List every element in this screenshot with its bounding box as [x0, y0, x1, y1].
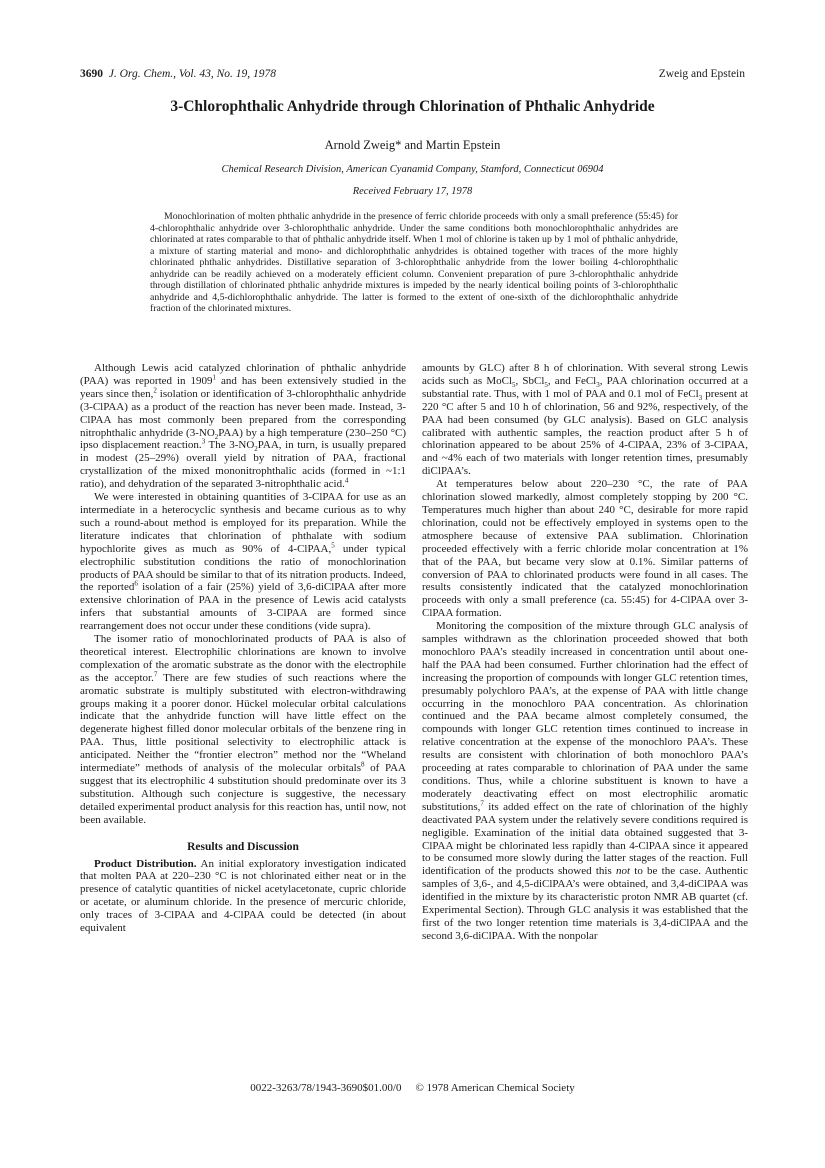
running-head	[80, 68, 745, 84]
reference-marker: 8	[361, 760, 365, 769]
subscript: 3	[698, 394, 703, 402]
reference-marker: 5	[331, 541, 335, 550]
journal-code: 0022-3263/78/1943-3690$01.00/0	[250, 1082, 402, 1094]
subscript: 2	[214, 432, 219, 441]
page-footer	[80, 1082, 745, 1094]
paragraph: The isomer ratio of monochlorinated products of PAA is also of theoretical interest. Electrophilic chlorinations are known to involve complexation of the aromatic substrate as the donor with the electrophile as the acceptor.$^7$ There are few studies of such reactions where the aromatic substrate is multiply substituted with electron-withdrawing groups making it a poorer donor. Hückel molecular orbital calculations indicate that the anhydride function will have little effect on the degenerate highest filled donor molecular orbitals of the benzene ring in PAA. Thus, little positional selectivity to electrophilic attack is anticipated. Neither the “frontier electron” method nor the “Wheland intermediate” methods of analysis of the molecular orbitals$^8$ of PAA suggest that its electrophilic 4 substitution should predominate over its 3 substitution. Although such conjecture is suggestive, the necessary detailed experimental product analysis for this reaction has, until now, not been available.	[80, 633, 406, 826]
running-authors: Zweig and Epstein	[658, 68, 745, 80]
section-heading: Results and Discussion	[187, 840, 299, 853]
subscript: 5	[512, 381, 516, 390]
emphasis: not	[615, 865, 631, 878]
paragraph: At temperatures below about 220–230 °C, the rate of PAA chlorination slowed markedly, almost completely stopping by 200 °C. Temperatures much higher than about 240 °C, desirable for more rapid chlorination, could not be effectively employed in systems open to the atmosphere because of extensive PAA sublimation. Chlorination proceeded effectively with a ferric chloride molar concentration at 1% that of the PAA, but became very slow at 0.1%. Similar patterns of conversion of PAA to chlorinated products were found in all cases. The results consistently indicated that the catalyzed monochlorination proceeds with only a small preference (ca. 55:45) for 4-ClPAA over 3-ClPAA formation.	[422, 478, 748, 620]
article-affiliation: Chemical Research Division, American Cyanamid Company, Stamford, Connecticut 06904	[221, 164, 604, 175]
paragraph: Product Distribution. An initial exploratory investigation indicated that molten PAA at 220–230 °C is not chlorinated either neat or in the presence of catalytic quantities of nickel acetylacetonate, cupric chloride or acetate, or aluminum chloride. In the presence of mercuric chloride, only traces of 3-ClPAA and 4-ClPAA could be detected (in about equivalent	[80, 857, 406, 935]
body-column-left	[80, 362, 406, 935]
article-title: 3-Chlorophthalic Anhydride through Chlorination of Phthalic Anhydride	[170, 98, 655, 115]
running-head-left	[80, 68, 276, 80]
reference-marker: 3	[201, 437, 206, 446]
subscript: 5	[544, 381, 548, 390]
paragraph: We were interested in obtaining quantities of 3-ClPAA for use as an intermediate in a heterocyclic synthesis and became curious as to why such a round-about method is employed for its preparation. While the literature indicates that chlorination of phthalate with sodium hypochlorite gives as much as 90% of 4-ClPAA,$^5$ under typical electrophilic substitution conditions the ratio of monochlorination products of PAA should be similar to that of its nitration products. Indeed, the reported$^6$ isolation of a fair (25%) yield of 3,6-diClPAA after more extensive chlorination of PAA in the presence of Lewis acid catalysts infers that substantial amounts of 3-ClPAA are formed since rearrangement does not occur under these conditions (vide supra).	[80, 491, 406, 633]
copyright: © 1978 American Chemical Society	[415, 1082, 575, 1094]
page-number: 3690	[80, 68, 103, 80]
reference-marker: 7	[480, 799, 484, 808]
body-column-right	[422, 362, 748, 943]
reference-marker: 2	[153, 386, 157, 395]
reference-marker: 1	[212, 373, 217, 382]
subscript: 2	[254, 445, 258, 454]
subscript: 3	[596, 381, 600, 390]
reference-marker: 7	[153, 670, 158, 679]
run-in-heading: Product Distribution.	[94, 857, 197, 870]
abstract: Monochlorination of molten phthalic anhydride in the presence of ferric chloride proceeds with only a small preference (55:45) for 4-chlorophthalic anhydride over 3-chlorophthalic anhydride. Under the same conditions both monochlorophthalic anhydrides are chlorinated at rates comparable to that of phthalic anhydride itself. When 1 mol of chlorine is taken up by 1 mol of phthalic anhydride, a mixture of starting material and mono- and dichlorophthalic anhydrides is obtained together with traces of the more highly chlorinated phthalic anhydrides. Distillative separation of 3-chlorophthalic anhydride from the lower boiling 4-chlorophthalic anhydride can be readily achieved on a moderately efficient column. Convenient preparation of pure 3-chlorophthalic anhydride through distillation of chlorinated phthalic anhydride mixtures is impeded by the nearly identical boiling points of 3-chlorophthalic anhydride and 4,5-dichlorophthalic anhydride. The latter is formed to the extent of one-sixth of the dichlorophthalic anhydride fraction of the chlorinated mixtures.	[150, 211, 678, 315]
paragraph: Monitoring the composition of the mixture through GLC analysis of samples withdrawn as the chlorination proceeded showed that both monochloro PAA’s steadily increased in concentration until about one-half the PAA had been consumed. Further chlorination had the effect of increasing the proportion of compounds with longer GLC retention times, presumably polychloro PAA’s, at the expense of PAA with little change occurring in the monochloro PAA concentration. As chlorination continued and the PAA became almost completely consumed, the compounds with longer GLC retention times continued to increase in relative concentration at the expense of the monochloro PAA’s. These results are consistent with chlorination of both monochloro PAA’s proceeding at rates comparable to chlorination of PAA under the same conditions. Thus, while a chlorine substituent is known to have a moderately deactivating effect on most electrophilic aromatic substitutions,$^7$ its added effect on the rate of chlorination of the highly deactivated PAA system under the relatively severe conditions required is negligible. Examination of the initial data obtained suggested that 3-ClPAA might be chlorinated less rapidly than 4-ClPAA since it appeared to be consumed more slowly during the latter stages of the reaction. Full identification of the products showed this not to be the case. Authentic samples of 3,6-, and 4,5-diClPAA’s were obtained, and 3,4-diClPAA was identified in the mixture by its characteristic proton NMR AB quartet (cf. Experimental Section). Through GLC analysis it was established that the first of the two longer retention time materials is 3,4-diClPAA and the second 3,6-diClPAA. With the nonpolar	[422, 620, 748, 942]
paragraph: Although Lewis acid catalyzed chlorination of phthalic anhydride (PAA) was reported in 1909$^1$ and has been extensively studied in the years since then,$^2$ isolation or identification of 3-chlorophthalic anhydride (3-ClPAA) as a product of the reaction has never been made. Instead, 3-ClPAA has most commonly been prepared from the corresponding nitrophthalic anhydride $(3-NO_2PAA)$ by a high temperature (230–250 °C) ipso displacement reaction.$^3$ The $3-NO_2PAA$, in turn, is usually prepared in modest (25–29%) overall yield by nitration of PAA, fractional crystallization of the mixed mononitrophthalic acids (formed in ~1:1 ratio), and dehydration of the separated 3-nitrophthalic acid.$^4$	[80, 362, 407, 491]
journal-citation: J. Org. Chem., Vol. 43, No. 19, 1978	[108, 68, 277, 80]
received-date: Received February 17, 1978	[352, 186, 473, 197]
article-authors: Arnold Zweig* and Martin Epstein	[324, 138, 501, 152]
reference-marker: 6	[134, 579, 138, 588]
reference-marker: 4	[344, 476, 349, 485]
paragraph: amounts by GLC) after 8 h of chlorination. With several strong Lewis acids such as MoCl$_5$, SbCl$_5$, and FeCl$_3$, PAA chlorination occurred at a substantial rate. Thus, with 1 mol of PAA and 0.1 mol of FeCl$_3$ present at 220 °C after 5 and 10 h of chlorination, 56 and 92%, respectively, of the PAA had been consumed (by GLC analysis). Based on GLC analysis calibrated with authentic samples, the reaction product after 5 h of chlorination appeared to be about 25% of 4-ClPAA, 23% of 3-ClPAA, and ~4% each of two materials with longer retention times, presumably diClPAA’s.	[422, 362, 749, 478]
